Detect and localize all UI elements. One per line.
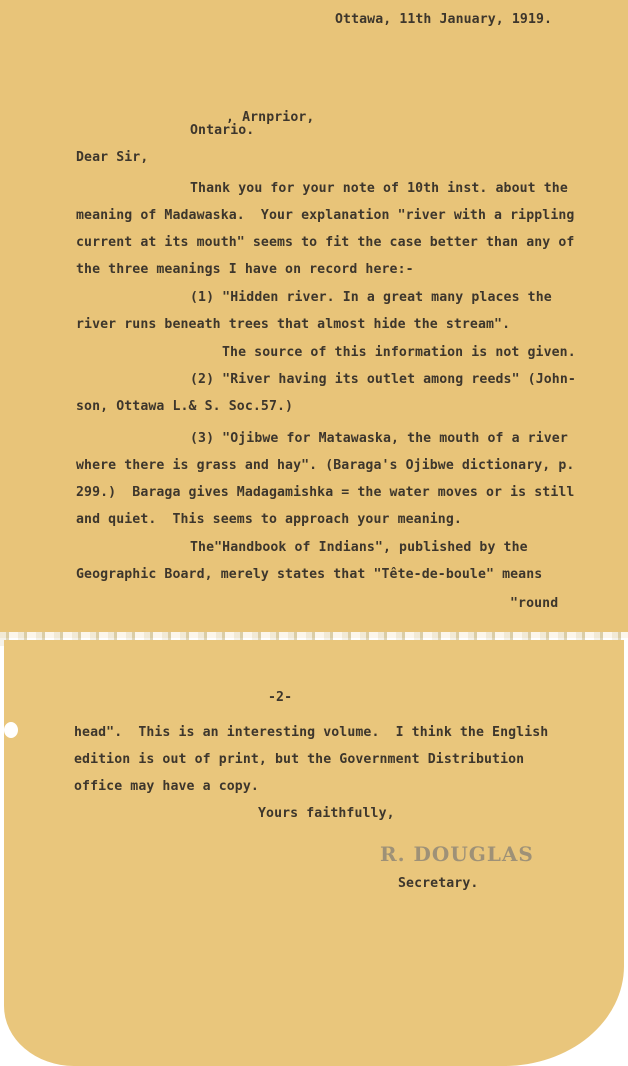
body-line: current at its mouth" seems to fit the case better than any of [76, 235, 575, 250]
address-line-1: , Arnprior, [226, 110, 315, 125]
body-line: river runs beneath trees that almost hide the stream". [76, 317, 511, 332]
body-line: (1) "Hidden river. In a great many places the [190, 290, 552, 305]
body-line: The source of this information is not given. [222, 345, 576, 360]
closing: Yours faithfully, [258, 806, 395, 821]
address-line-2: Ontario. [190, 123, 255, 138]
signature-stamp: R. DOUGLAS [380, 842, 534, 866]
body-line: office may have a copy. [74, 779, 259, 794]
body-line: meaning of Madawaska. Your explanation "river with a rippling [76, 208, 575, 223]
body-line: and quiet. This seems to approach your meaning. [76, 512, 462, 527]
body-line: where there is grass and hay". (Baraga's Ojibwe dictionary, p. [76, 458, 575, 473]
body-line: edition is out of print, but the Government Distribution [74, 752, 525, 767]
body-line: Geographic Board, merely states that "Tête-de-boule" means [76, 567, 543, 582]
salutation: Dear Sir, [76, 150, 149, 165]
body-line: The"Handbook of Indians", published by the [190, 540, 528, 555]
body-line: son, Ottawa L.& S. Soc.57.) [76, 399, 294, 414]
signatory-title: Secretary. [398, 876, 479, 891]
body-line: "round [510, 596, 559, 611]
body-line: the three meanings I have on record here:- [76, 262, 414, 277]
punch-hole [4, 722, 18, 738]
body-line: 299.) Baraga gives Madagamishka = the water moves or is still [76, 485, 575, 500]
body-line: (3) "Ojibwe for Matawaska, the mouth of a river [190, 431, 568, 446]
page-number: -2- [268, 690, 293, 705]
body-line: (2) "River having its outlet among reeds" (John- [190, 372, 576, 387]
letter-date: Ottawa, 11th January, 1919. [335, 12, 553, 27]
body-line: head". This is an interesting volume. I think the English [74, 725, 549, 740]
body-line: Thank you for your note of 10th inst. about the [190, 181, 568, 196]
